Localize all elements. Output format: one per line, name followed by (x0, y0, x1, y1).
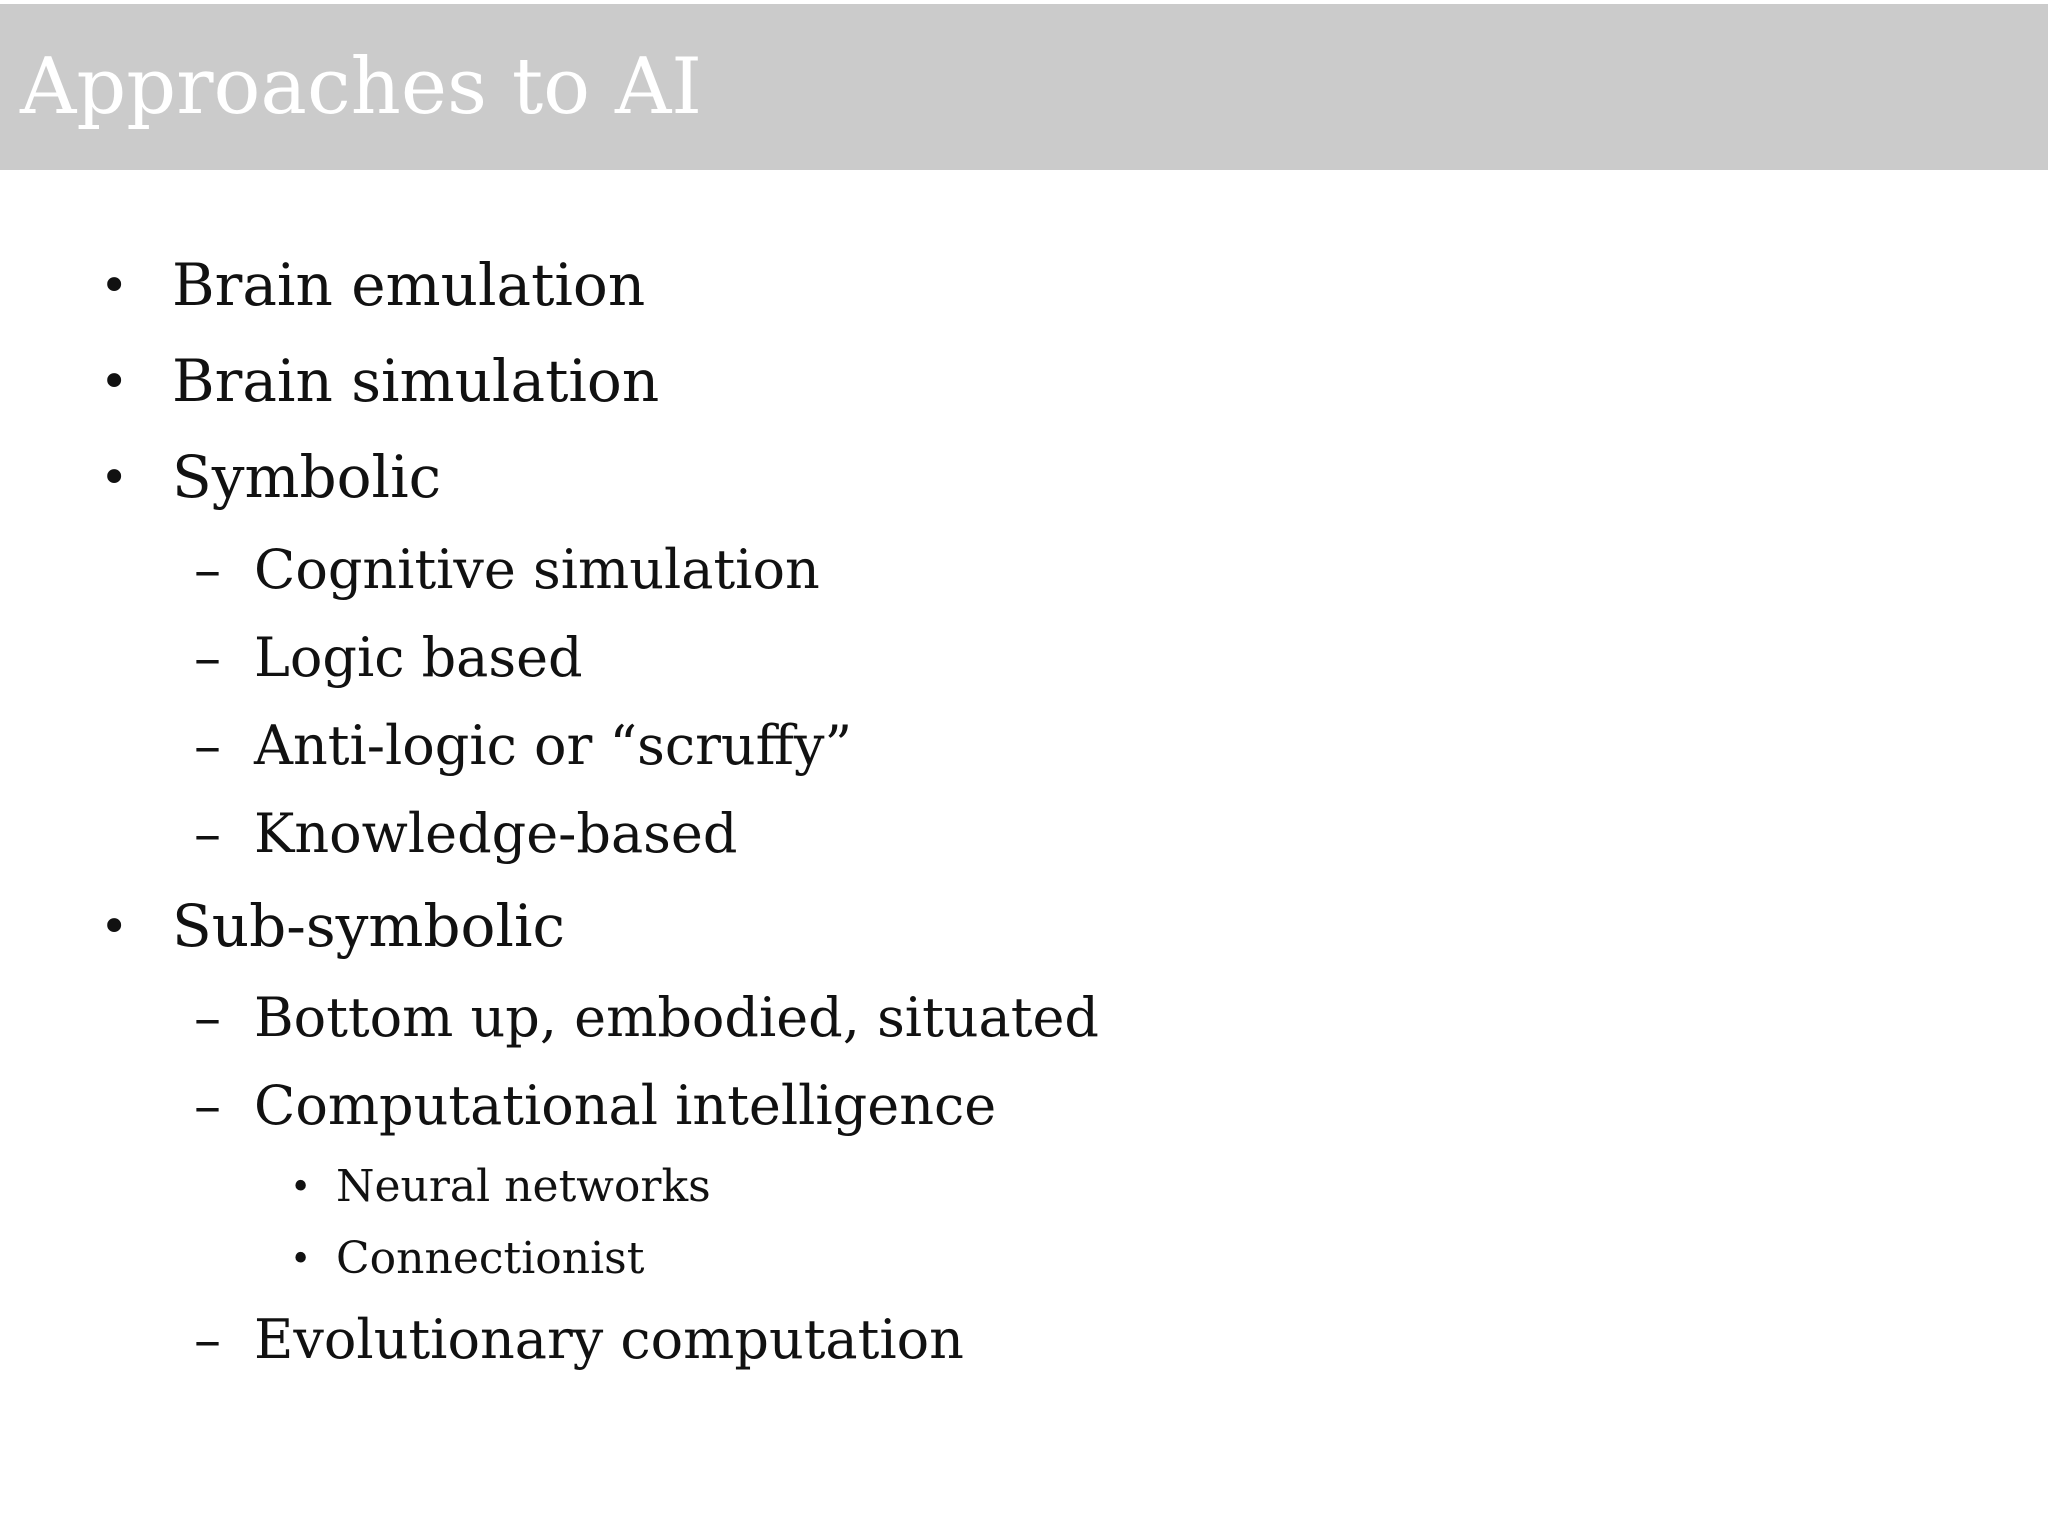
list-item-text: Logic based (254, 626, 583, 689)
bullet-marker: • (290, 1239, 312, 1280)
list-item-text: Symbolic (172, 443, 442, 511)
list-item (194, 1308, 964, 1371)
bullet-marker: • (100, 258, 129, 314)
list-item (194, 1074, 997, 1137)
list-item-text: Computational intelligence (254, 1074, 997, 1137)
list-item (100, 251, 646, 319)
dash-marker: – (194, 626, 221, 689)
list-item-text: Brain simulation (172, 347, 660, 415)
list-item-text: Evolutionary computation (254, 1308, 964, 1371)
list-item-text: Connectionist (336, 1233, 645, 1284)
dash-marker: – (194, 1308, 221, 1371)
list-item-text: Cognitive simulation (254, 538, 820, 601)
list-item (194, 626, 583, 689)
slide-title: Approaches to AI (20, 42, 703, 132)
list-item (194, 538, 820, 601)
list-item (100, 443, 442, 511)
list-item (194, 802, 738, 865)
bullet-marker: • (290, 1167, 312, 1208)
list-item-text: Anti-logic or “scruffy” (254, 714, 853, 777)
list-item-text: Brain emulation (172, 251, 646, 319)
list-item (100, 347, 660, 415)
list-item-text: Knowledge-based (254, 802, 738, 865)
dash-marker: – (194, 986, 221, 1049)
dash-marker: – (194, 714, 221, 777)
list-item-text: Bottom up, embodied, situated (254, 986, 1099, 1049)
list-item (290, 1161, 711, 1212)
list-item-text: Sub-symbolic (172, 892, 565, 960)
list-item (290, 1233, 645, 1284)
list-item (100, 892, 565, 960)
list-item-text: Neural networks (336, 1161, 711, 1212)
list-item (194, 714, 853, 777)
dash-marker: – (194, 1074, 221, 1137)
title-bar (0, 4, 2048, 170)
list-item (194, 986, 1099, 1049)
bullet-marker: • (100, 899, 129, 955)
dash-marker: – (194, 538, 221, 601)
bullet-marker: • (100, 354, 129, 410)
bullet-marker: • (100, 450, 129, 506)
dash-marker: – (194, 802, 221, 865)
